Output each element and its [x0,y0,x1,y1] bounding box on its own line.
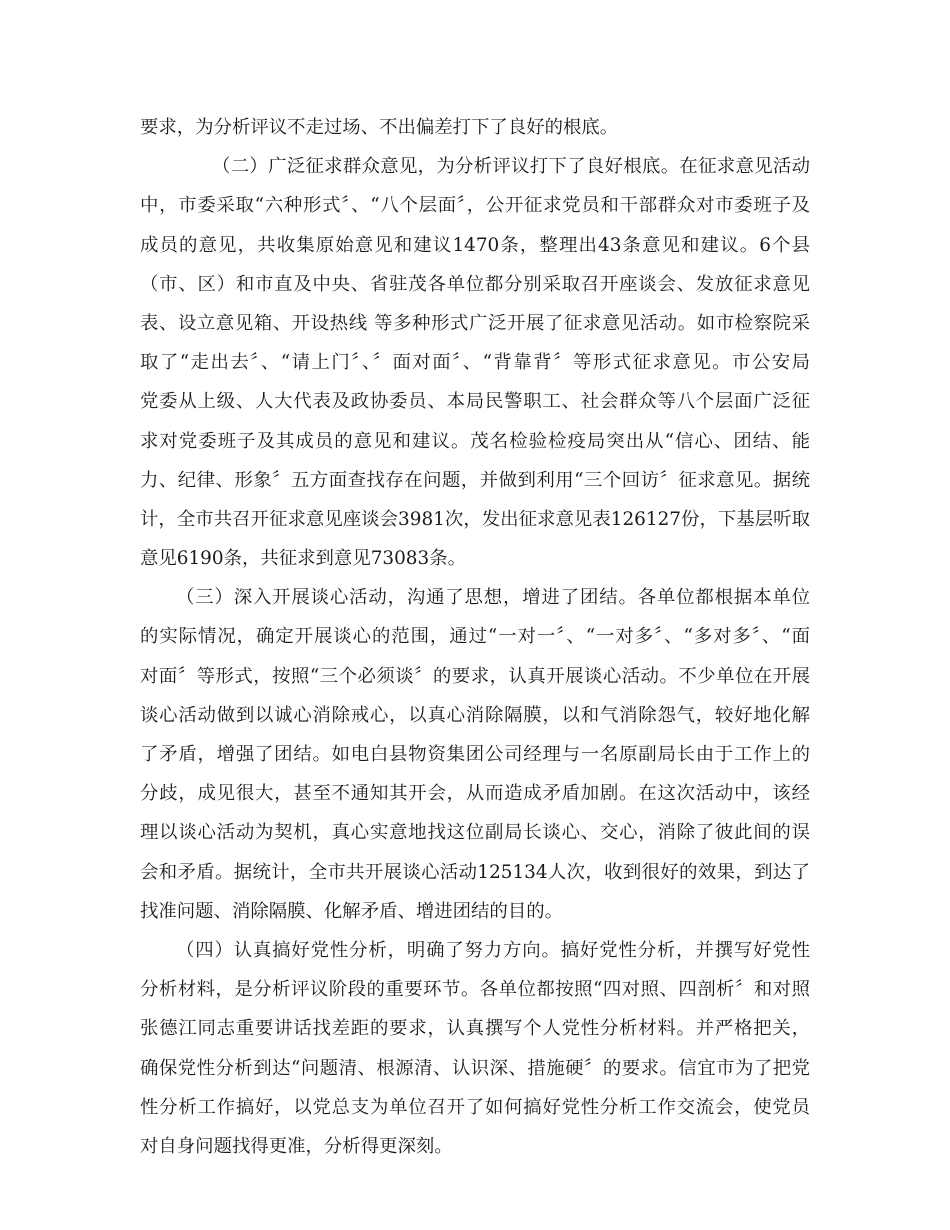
paragraph-heading-line: （四）认真搞好党性分析，明确了努力方向。搞好党性分析，并撰写好党性 [176,939,810,961]
text-line: 意见6190条，共征求到意见73083条。 [140,548,466,570]
text-line: 成员的意见，共收集原始意见和建议1470条，整理出43条意见和建议。6个县 [140,234,810,256]
text-line: 了矛盾，增强了团结。如电白县物资集团公司经理与一名原副局长由于工作上的 [140,744,810,765]
text-line: （市、区）和市直及中央、省驻茂各单位都分别采取召开座谈会、发放征求意见 [140,273,810,295]
text-line: 的实际情况，确定开展谈心的范围，通过“一对一〞、“一对多〞、“多对多〞、“面 [140,626,810,648]
text-line: 表、设立意见箱、开设热线 等多种形式广泛开展了征求意见活动。如市检察院采 [140,312,810,334]
text-line: 中，市委采取“六种形式〞、“八个层面〞，公开征求党员和干部群众对市委班子及 [140,195,810,217]
body-text [140,108,810,1166]
text-line: 分析材料，是分析评议阶段的重要环节。各单位都按照“四对照、四剖析〞和对照 [140,979,810,1001]
text-line: 党委从上级、人大代表及政协委员、本局民警职工、社会群众等八个层面广泛征 [140,391,810,413]
text-line: 性分析工作搞好，以党总支为单位召开了如何搞好党性分析工作交流会，使党员 [140,1096,810,1118]
text-line: 分歧，成见很大，甚至不通知其开会，从而造成矛盾加剧。在这次活动中，该经 [140,783,810,805]
text-line: 找准问题、消除隔膜、化解矛盾、增进团结的目的。 [140,900,563,922]
text-line: 要求，为分析评议不走过场、不出偏差打下了良好的根底。 [140,117,619,138]
text-line: 张德江同志重要讲话找差距的要求，认真撰写个人党性分析材料。并严格把关， [140,1018,810,1040]
text-line: 理以谈心活动为契机，真心实意地找这位副局长谈心、交心，消除了彼此间的误 [140,822,810,844]
text-line: 会和矛盾。据统计，全市共开展谈心活动125134人次，收到很好的效果，到达了 [140,861,810,883]
text-line: 确保党性分析到达“问题清、根源清、认识深、措施硬〞的要求。信宜市为了把党 [140,1057,810,1079]
text-line: 力、纪律、形象〞五方面查找存在问题，并做到利用“三个回访〞征求意见。据统 [140,469,810,491]
text-line: 计，全市共召开征求意见座谈会3981次，发出征求意见表126127份，下基层听取 [140,508,810,530]
text-line: 求对党委班子及其成员的意见和建议。茂名检验检疫局突出从“信心、团结、能 [140,430,810,452]
text-line: 对面〞等形式，按照“三个必须谈〞的要求，认真开展谈心活动。不少单位在开展 [140,665,810,687]
text-line: 对自身问题找得更准，分析得更深刻。 [140,1135,453,1157]
paragraph-heading-line: （二）广泛征求群众意见，为分析评议打下了良好根底。在征求意见活动 [212,156,810,178]
text-line: 谈心活动做到以诚心消除戒心，以真心消除隔膜，以和气消除怨气，较好地化解 [140,704,810,726]
text-line: 取了“走出去〞、“请上门〞、〞面对面〞、“背靠背〞等形式征求意见。市公安局 [140,352,810,374]
paragraph-heading-line: （三）深入开展谈心活动，沟通了思想，增进了团结。各单位都根据本单位 [176,587,810,609]
